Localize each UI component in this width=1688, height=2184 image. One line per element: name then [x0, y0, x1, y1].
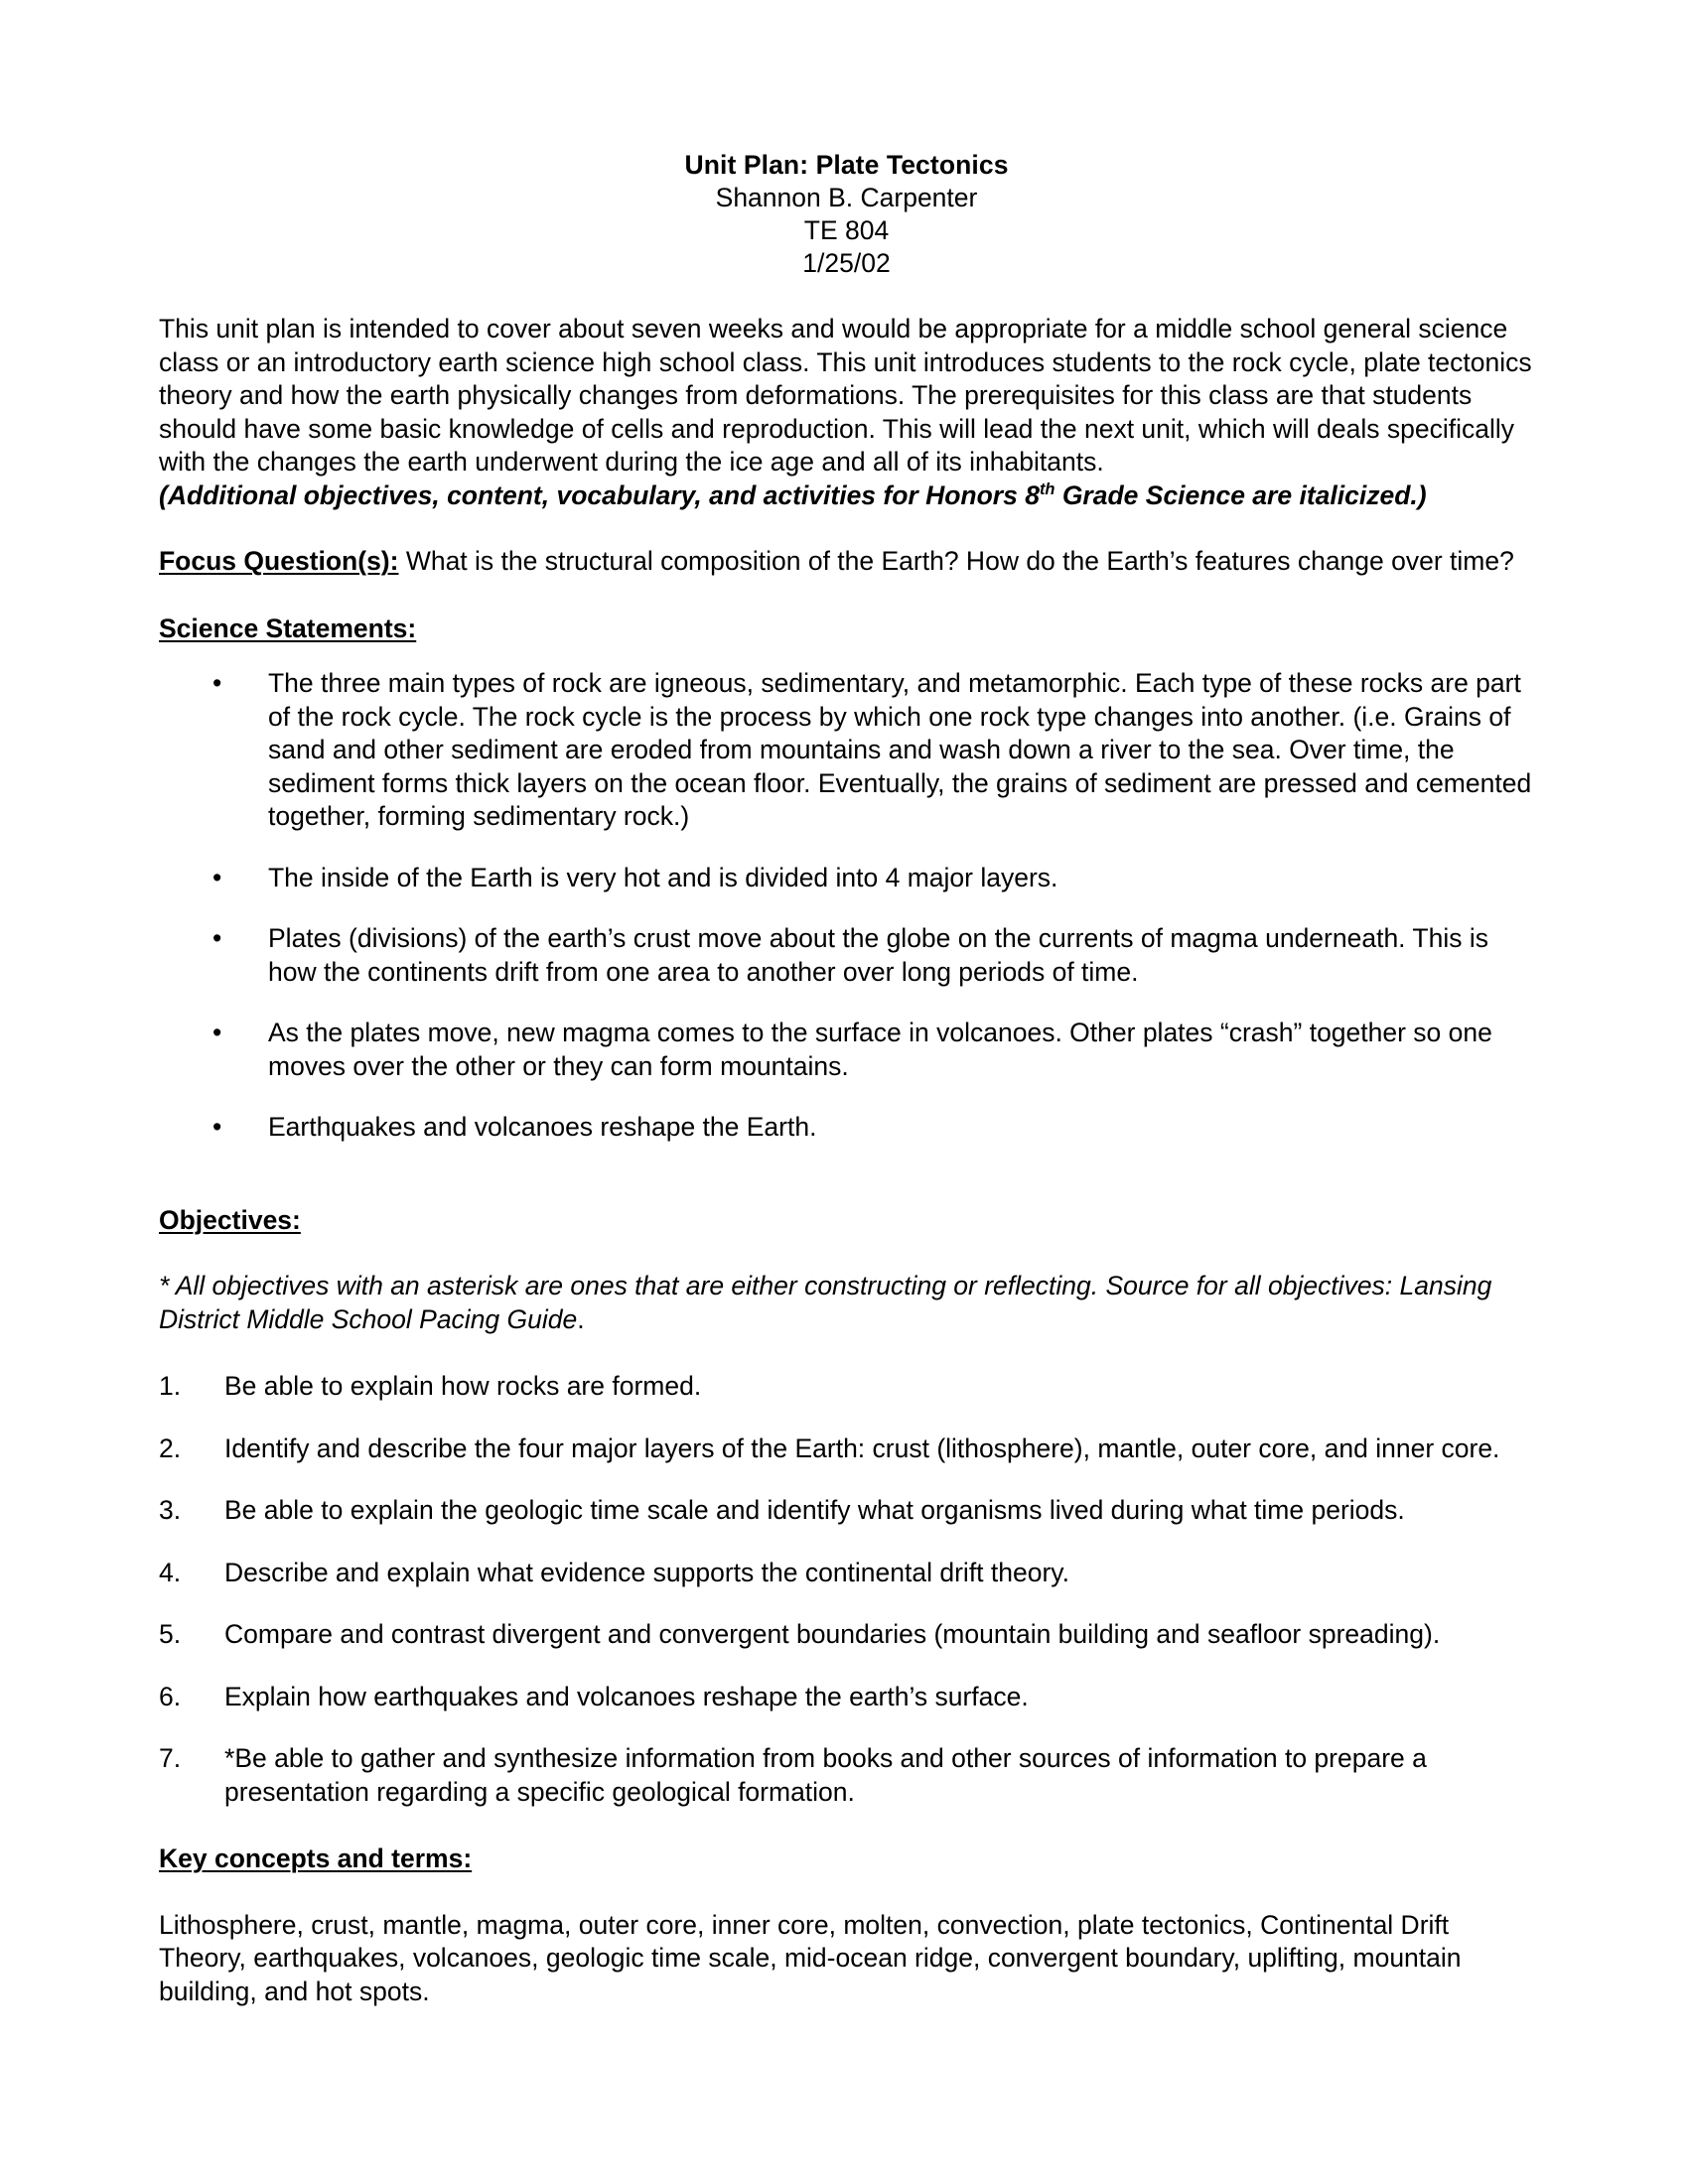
focus-question-heading: Focus Question(s): [159, 546, 399, 576]
author-line: Shannon B. Carpenter [715, 183, 978, 212]
list-item [159, 1017, 1534, 1083]
list-item-number: 4. [159, 1557, 182, 1587]
objectives-list [159, 1370, 1534, 1809]
intro-paragraph [159, 313, 1534, 512]
focus-question-paragraph [159, 545, 1534, 579]
bullet-icon: • [212, 862, 222, 892]
course-line: TE 804 [803, 215, 890, 245]
list-item-text: Be able to explain the geologic time scale and identify what organisms lived during what time periods. [224, 1495, 1405, 1525]
date-line: 1/25/02 [802, 248, 891, 278]
list-item [159, 1370, 1534, 1404]
list-item [159, 1618, 1534, 1652]
objectives-note-italic: * All objectives with an asterisk are ones that are either constructing or reflecting. Source for all objectives: Lansing District Middle School Pacing Guide [159, 1271, 1492, 1334]
science-statements-list [159, 667, 1534, 1145]
list-item [159, 862, 1534, 895]
objectives-note-tail: . [577, 1303, 585, 1334]
ordinal-suffix: th [1039, 479, 1055, 498]
spacer [159, 1145, 1534, 1170]
list-item-text: Compare and contrast divergent and convergent boundaries (mountain building and seafloor spreading). [224, 1619, 1441, 1649]
list-item-number: 3. [159, 1495, 182, 1525]
bullet-icon: • [212, 668, 222, 698]
list-item [159, 1494, 1534, 1528]
list-item-text: Be able to explain how rocks are formed. [224, 1371, 702, 1401]
list-item-number: 7. [159, 1743, 182, 1773]
objectives-note [159, 1270, 1534, 1336]
list-item [159, 922, 1534, 989]
key-concepts-heading: Key concepts and terms: [159, 1843, 473, 1873]
honors-note [159, 480, 1427, 510]
list-item-number: 2. [159, 1433, 182, 1463]
list-item-text: The inside of the Earth is very hot and is divided into 4 major layers. [268, 862, 1058, 892]
list-item [159, 1111, 1534, 1145]
bullet-icon: • [212, 1018, 222, 1047]
list-item-text: Earthquakes and volcanoes reshape the Earth. [268, 1112, 817, 1142]
document-body [159, 149, 1534, 2008]
list-item [159, 1557, 1534, 1590]
bullet-icon: • [212, 923, 222, 953]
list-item-text: Plates (divisions) of the earth’s crust move about the globe on the currents of magma underneath. This is how the continents drift from one area to another over long periods of time. [268, 923, 1488, 987]
list-item-number: 5. [159, 1619, 182, 1649]
title-block [159, 149, 1534, 280]
honors-note-post: Grade Science are italicized.) [1055, 479, 1427, 510]
list-item [159, 1681, 1534, 1714]
list-item-text: *Be able to gather and synthesize information from books and other sources of information to prepare a presentation regarding a specific geological formation. [224, 1743, 1427, 1807]
list-item-text: The three main types of rock are igneous, sedimentary, and metamorphic. Each type of these rocks are part of the rock cycle. The rock cycle is the process by which one rock type changes into another. (i.e. Grains of sand and other sediment are eroded from mountains and wash down a river to the sea. Over time, the sediment forms thick layers on the ocean floor. Eventually, the grains of sediment are pressed and cemented together, forming sedimentary rock.) [268, 668, 1532, 831]
list-item-text: Identify and describe the four major layers of the Earth: crust (lithosphere), mantle, outer core, and inner core. [224, 1433, 1500, 1463]
science-statements-heading: Science Statements: [159, 613, 417, 643]
intro-text: This unit plan is intended to cover about seven weeks and would be appropriate for a middle school general science class or an introductory earth science high school class. This unit introduces students to the rock cycle, plate tectonics theory and how the earth physically changes from deformations. The prerequisites for this class are that students should have some basic knowledge of cells and reproduction. This will lead the next unit, which will deals specifically with the changes the earth underwent during the ice age and all of its inhabitants. [159, 314, 1532, 477]
list-item [159, 1433, 1534, 1466]
bullet-icon: • [212, 1112, 222, 1142]
list-item-number: 1. [159, 1371, 182, 1401]
list-item-text: Describe and explain what evidence supports the continental drift theory. [224, 1557, 1069, 1587]
page-title: Unit Plan: Plate Tectonics [684, 150, 1009, 180]
focus-question-text: What is the structural composition of the Earth? How do the Earth’s features change over time? [398, 546, 1514, 576]
honors-note-pre: (Additional objectives, content, vocabulary, and activities for Honors 8 [159, 479, 1040, 510]
list-item-text: Explain how earthquakes and volcanoes reshape the earth’s surface. [224, 1681, 1029, 1711]
list-item [159, 667, 1534, 834]
list-item-number: 6. [159, 1681, 182, 1711]
objectives-heading: Objectives: [159, 1204, 301, 1235]
list-item-text: As the plates move, new magma comes to the surface in volcanoes. Other plates “crash” together so one moves over the other or they can form mountains. [268, 1018, 1492, 1081]
list-item [159, 1742, 1534, 1809]
key-concepts-paragraph: Lithosphere, crust, mantle, magma, outer core, inner core, molten, convection, plate tectonics, Continental Drift Theory, earthquakes, volcanoes, geologic time scale, mid-ocean ridge, convergent boundary, uplifting, mountain building, and hot spots. [159, 1909, 1462, 2006]
